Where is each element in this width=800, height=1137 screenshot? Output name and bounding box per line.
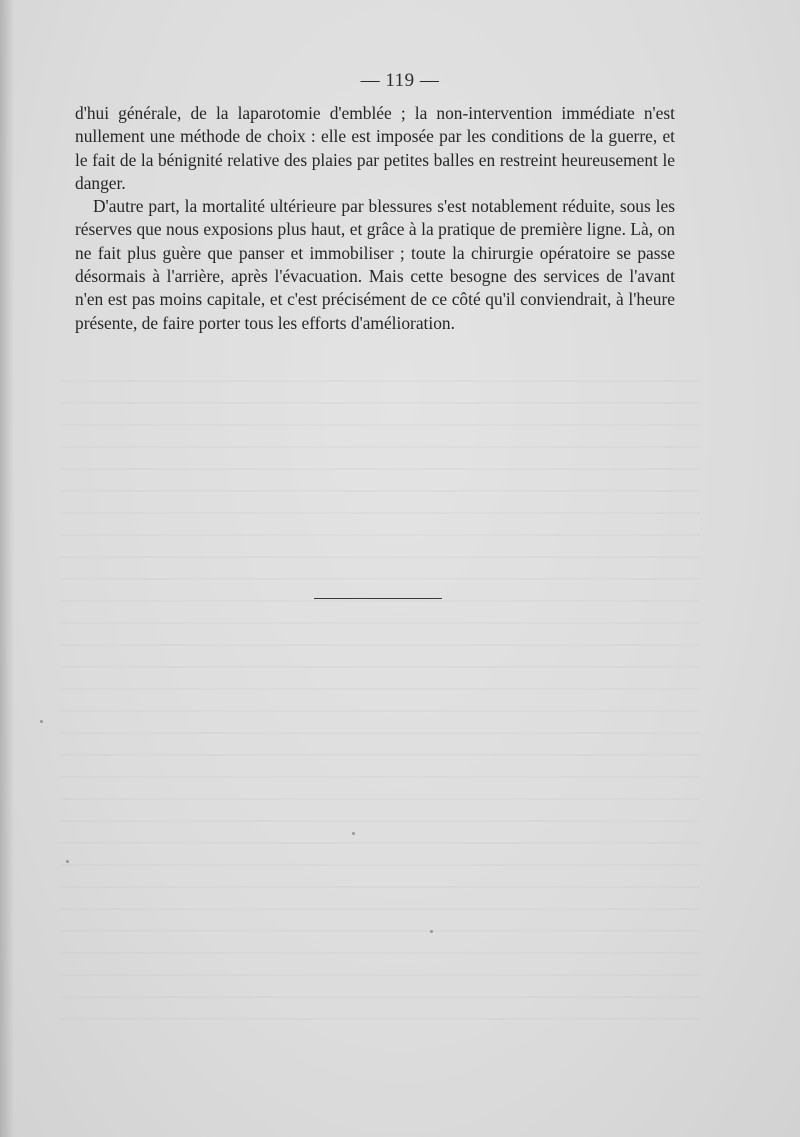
binding-shadow: [0, 0, 14, 1137]
section-end-rule: [314, 598, 442, 599]
paragraph: d'hui générale, de la laparotomie d'emblée ; la non-intervention immédiate n'est nullement une méthode de choix : elle est imposée par les conditions de la guerre, et le fait de la bénignité relative des plaies par petites balles en restreint heureusement le danger.: [75, 103, 675, 193]
bleed-through-texture: [60, 380, 700, 1040]
paragraph: D'autre part, la mortalité ultérieure par blessures s'est notablement réduite, sous les réserves que nous exposions plus haut, et grâce à la pratique de première ligne. Là, on ne fait plus guère que panser et immobiliser ; toute la chirurgie opératoire se passe désormais à l'arrière, après l'évacuation. Mais cette besogne des services de l'avant n'en est pas moins capitale, et c'est précisément de ce côté qu'il conviendrait, à l'heure présente, de faire porter tous les efforts d'amélioration.: [75, 196, 675, 333]
paper-speck: [352, 832, 355, 835]
paper-speck: [430, 930, 433, 933]
body-text: [75, 102, 675, 335]
paper-speck: [66, 860, 69, 863]
paper-speck: [40, 720, 43, 723]
page-number: — 119 —: [360, 70, 440, 91]
